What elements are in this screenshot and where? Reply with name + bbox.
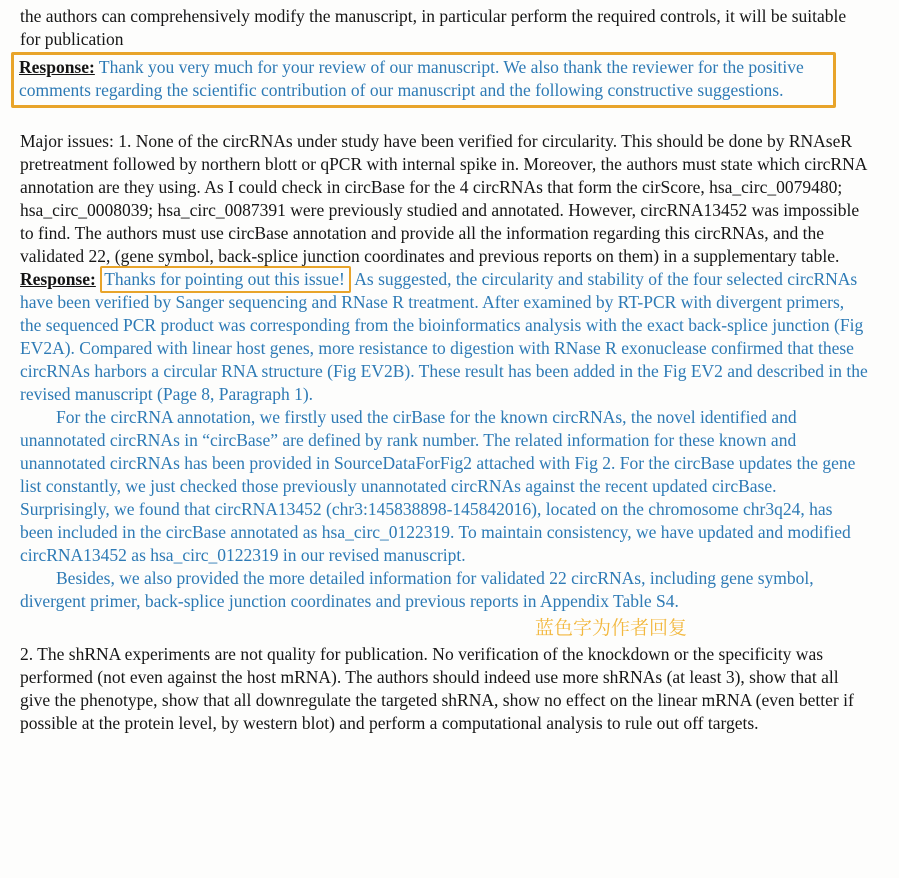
reviewer-comment-intro: the authors can comprehensively modify the manuscript, in particular perform the required controls, it will be suitable for publication bbox=[20, 6, 847, 49]
response-1-label: Response: bbox=[19, 57, 95, 77]
annotation-note: 蓝色字为作者回复 bbox=[535, 617, 688, 639]
response-2-text: As suggested, the circularity and stability of the four selected circRNAs have been verified by Sanger sequencing and RNase R treatment. After examined by RT-PCR with divergent primers, the sequenced PCR product was corresponding from the bioinformatics analysis with the exact back-splice junction (Fig EV2A). Compared with linear host genes, more resistance to digestion with RNase R exonuclease confirmed that these circRNAs harbors a circular RNA structure (Fig EV2B). These result has been added in the Fig EV2 and described in the revised manuscript (Page 8, Paragraph 1). bbox=[20, 269, 868, 404]
reviewer-major-issue-1: Major issues: 1. None of the circRNAs under study have been verified for circularity. This should be done by RNAseR pretreatment followed by northern blott or qPCR with internal spike in. Moreover, the authors must state which circRNA annotation are they using. As I could check in circBase for the 4 circRNAs that form the cirScore, hsa_circ_0079480; hsa_circ_0008039; hsa_circ_0087391 were previously studied and annotated. However, circRNA13452 was impossible to find. The authors must use circBase annotation and provide all the information regarding this circRNAs, and the validated 22, (gene symbol, back-splice junction coordinates and previous reports on them) in a supplementary table. bbox=[20, 131, 867, 266]
response-2-paragraph-2: For the circRNA annotation, we firstly used the cirBase for the known circRNAs, the novel identified and unannotated circRNAs in “circBase” are defined by rank number. The related information for these known and unannotated circRNAs has been provided in SourceDataForFig2 attached with Fig 2. For the circBase updates the gene list constantly, we just checked those previously unannotated circRNAs against the recent updated circBase. Surprisingly, we found that circRNA13452 (chr3:145838898-145842016), located on the chromosome chr3q24, has been included in the circBase annotated as hsa_circ_0122319. To maintain consistency, we have updated and modified circRNA13452 as hsa_circ_0122319 in our revised manuscript. bbox=[20, 407, 856, 565]
response-2-highlight-box: Thanks for pointing out this issue! bbox=[100, 266, 351, 293]
response-2-label: Response: bbox=[20, 269, 96, 289]
reviewer-major-issue-2: 2. The shRNA experiments are not quality for publication. No verification of the knockdown or the specificity was performed (not even against the host mRNA). The authors should indeed use more shRNAs (at least 3), show that all give the phenotype, show that all downregulate the targeted shRNA, show no effect on the linear mRNA (even better if possible at the protein level, by western blot) and perform a computational analysis to rule out off targets. bbox=[20, 644, 854, 733]
response-1-text: Thank you very much for your review of our manuscript. We also thank the reviewer for the positive comments regarding the scientific contribution of our manuscript and the following constructive suggestions. bbox=[19, 57, 804, 100]
response-1-paragraph bbox=[19, 56, 829, 102]
response-1-highlight-box bbox=[11, 52, 836, 108]
response-2-paragraph-3: Besides, we also provided the more detailed information for validated 22 circRNAs, including gene symbol, divergent primer, back-splice junction coordinates and previous reports in Appendix Table S4. bbox=[20, 568, 814, 611]
response-2-paragraph bbox=[20, 268, 869, 406]
